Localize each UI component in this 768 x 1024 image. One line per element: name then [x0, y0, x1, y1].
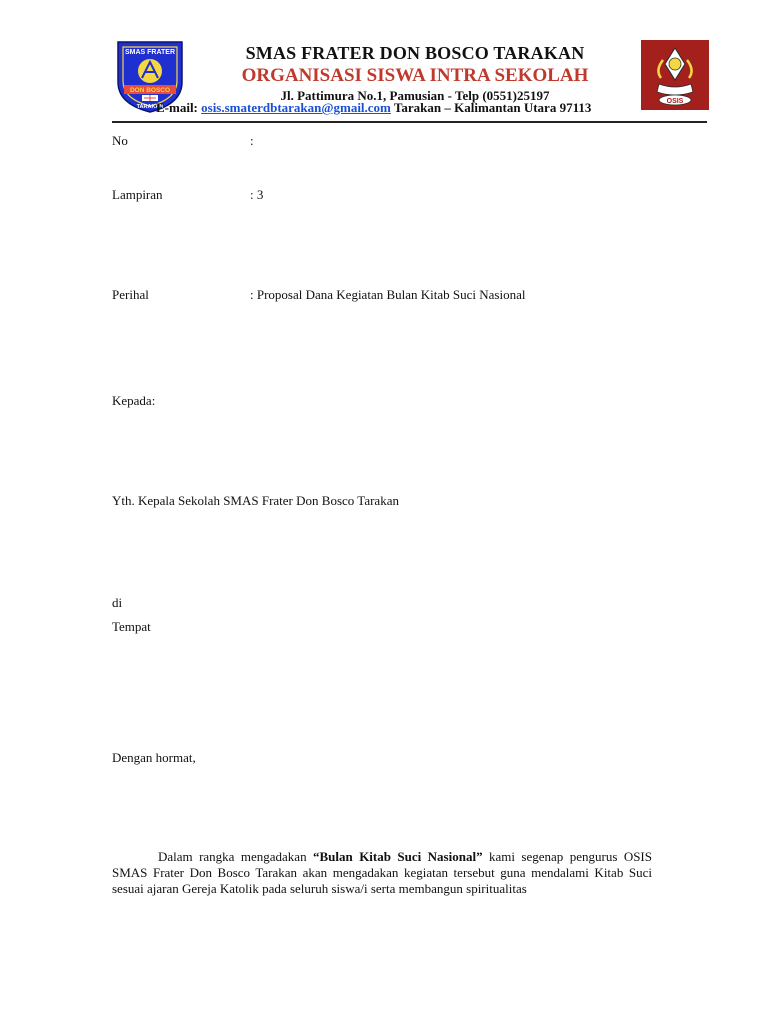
field-perihal-value: : Proposal Dana Kegiatan Bulan Kitab Suci Nasional [250, 287, 526, 302]
field-lampiran-label: Lampiran [112, 187, 163, 202]
osis-logo-text: OSIS [666, 98, 684, 105]
kepada: Kepada: [112, 393, 156, 408]
osis-logo [641, 40, 709, 110]
letterhead [0, 0, 768, 130]
email-link[interactable]: osis.smaterdbtarakan@gmail.com [201, 100, 391, 115]
organization-name: ORGANISASI SISWA INTRA SEKOLAH [241, 65, 589, 86]
event-name: “Bulan Kitab Suci Nasional” [313, 849, 483, 864]
field-perihal-label: Perihal [112, 287, 149, 302]
school-name: SMAS FRATER DON BOSCO TARAKAN [245, 43, 585, 63]
field-no-value: : [250, 133, 254, 148]
email-line [156, 100, 591, 116]
email-label: E-mail: [156, 100, 198, 115]
school-address: Jl. Pattimura No.1, Pamusian - Telp (0551)25197 [280, 88, 550, 103]
letterhead-text [150, 42, 680, 104]
field-no-label: No [112, 133, 128, 148]
field-lampiran-value: : 3 [250, 187, 264, 202]
logo-top-text: SMAS FRATER [124, 49, 176, 56]
body-rest: kami segenap pengurus OSIS SMAS Frater Don Bosco Tarakan akan mengadakan kegiatan tersebut guna mendalami Kitab Suci sesuai ajaran Gereja Katolik pada seluruh siswa/i serta membangun spiritualitas [112, 849, 652, 896]
body-intro: Dalam rangka mengadakan [158, 849, 314, 864]
tempat: Tempat [112, 619, 151, 634]
letterhead-divider [112, 121, 707, 123]
field-no [112, 133, 254, 149]
body-paragraph [112, 849, 652, 897]
di: di [112, 595, 123, 610]
city-line: Tarakan – Kalimantan Utara 97113 [393, 100, 592, 115]
field-perihal [112, 287, 525, 303]
recipient: Yth. Kepala Sekolah SMAS Frater Don Bosco Tarakan [112, 493, 399, 508]
logo-bottom-text: TARAKAN [136, 104, 164, 110]
salutation: Dengan hormat, [112, 750, 196, 765]
field-lampiran [112, 187, 263, 203]
logo-ribbon-text: DON BOSCO [129, 87, 171, 94]
